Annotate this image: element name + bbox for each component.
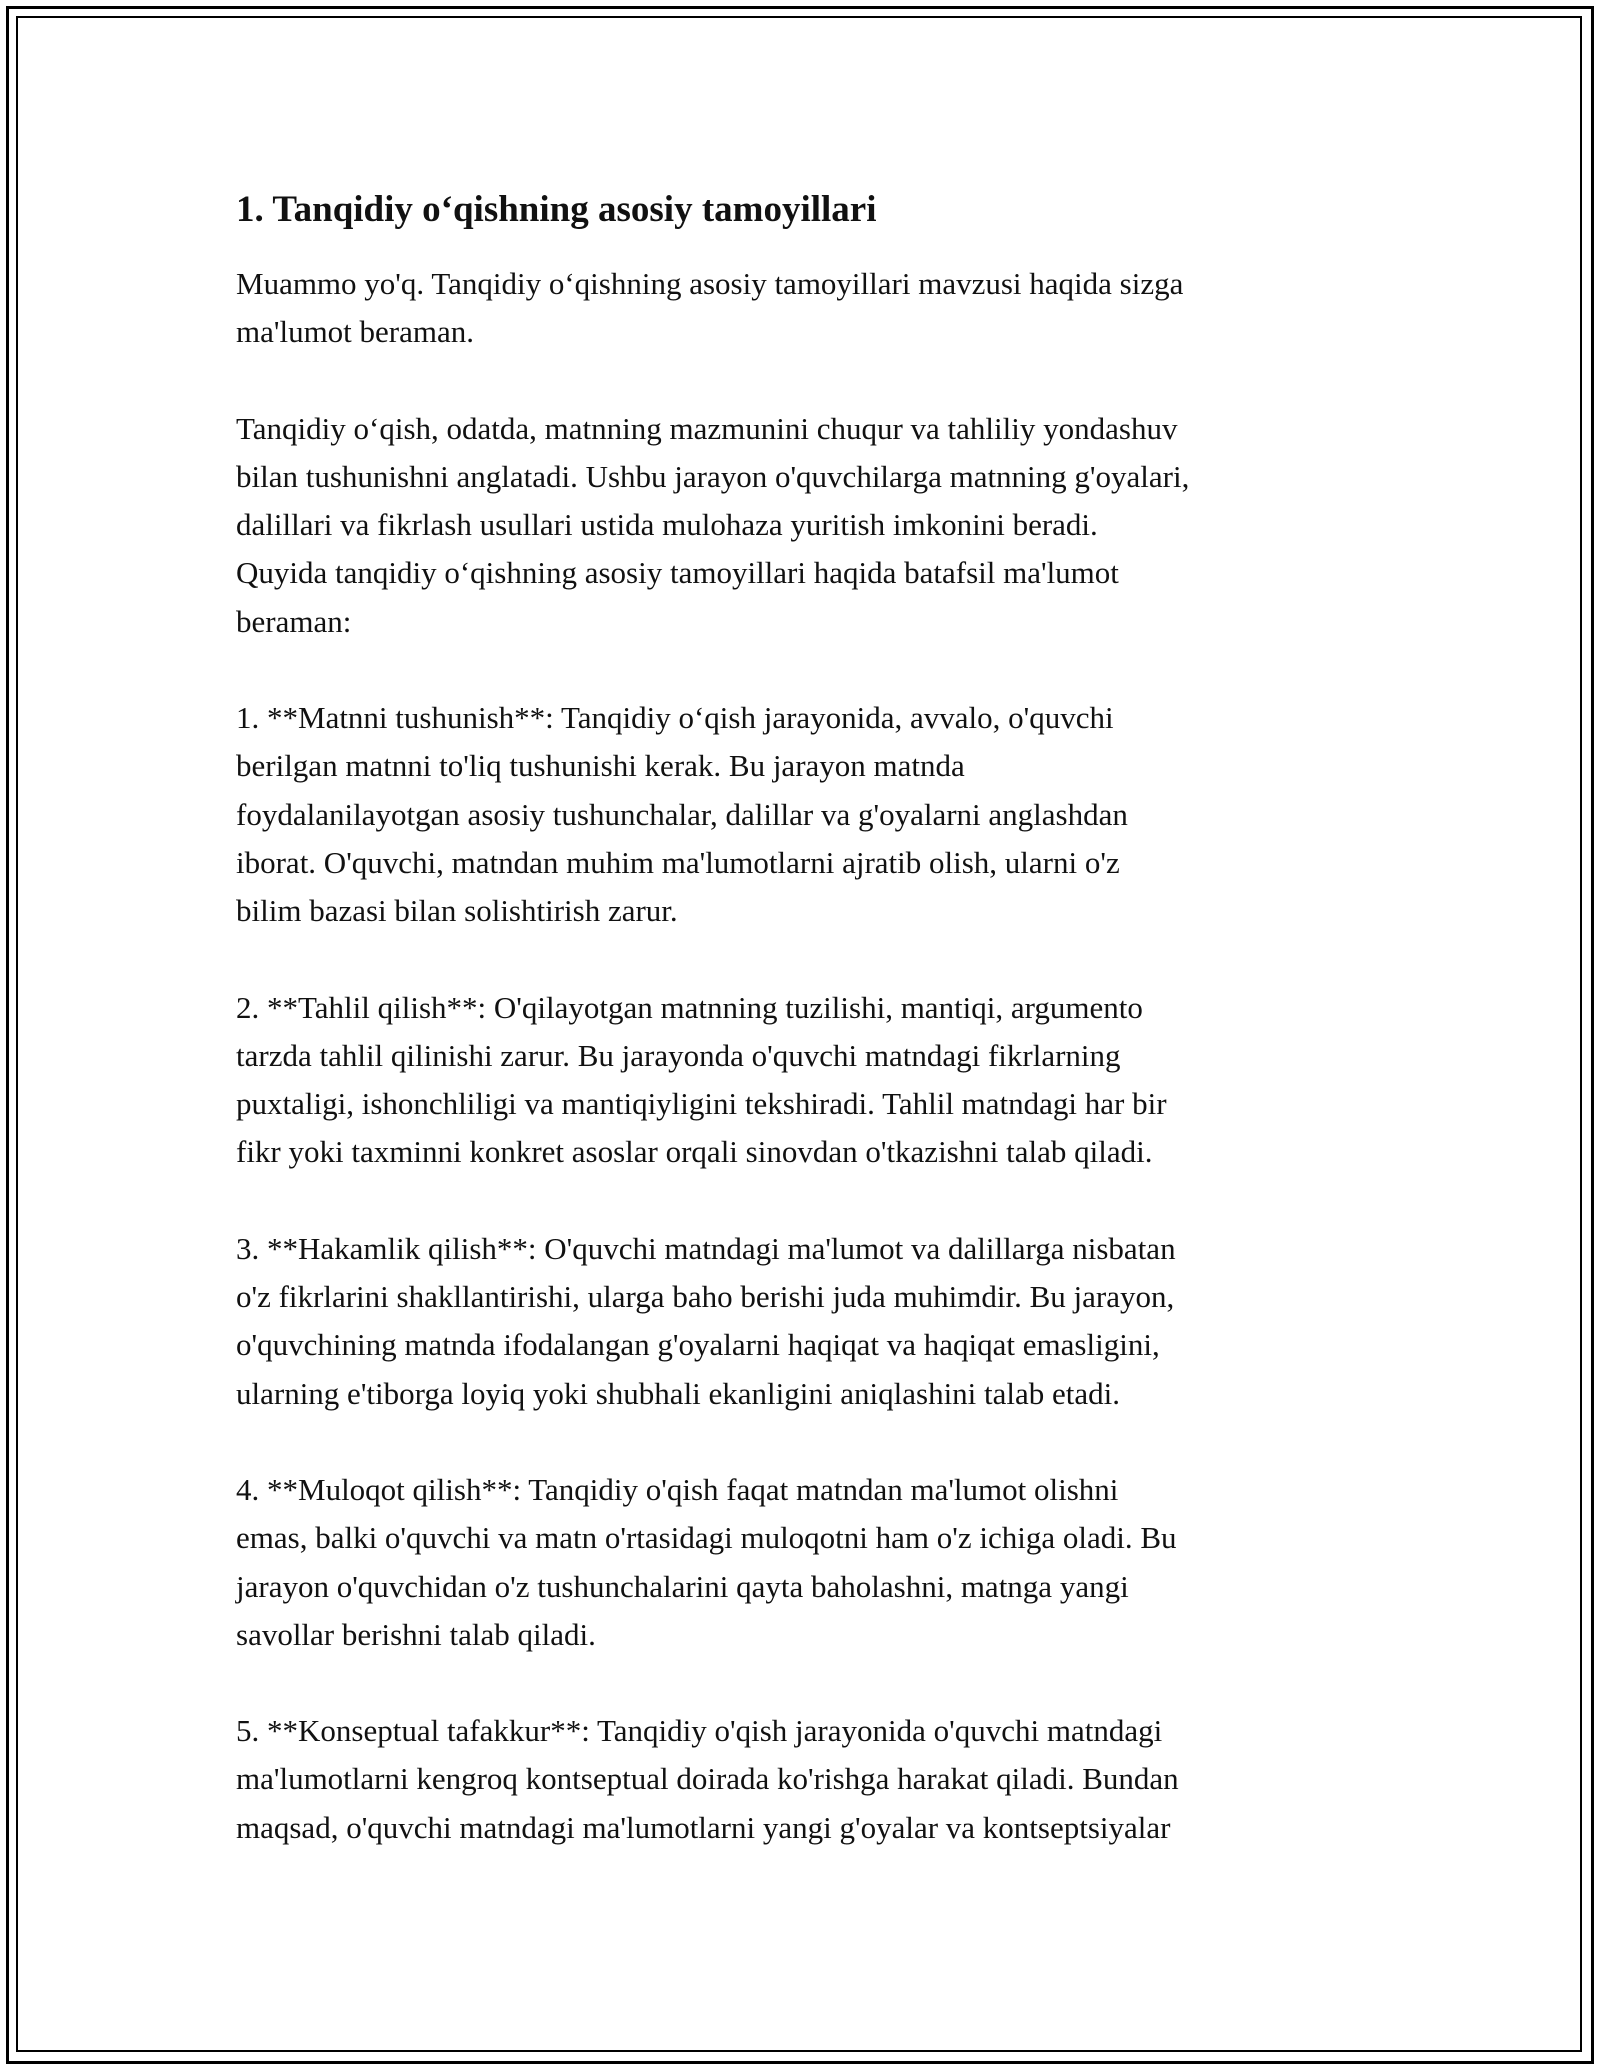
principle-understanding-paragraph: 1. **Matnni tushunish**: Tanqidiy o‘qish jarayonida, avvalo, o'quvchi berilgan matnni to'liq tushunishi kerak. Bu jarayon matnda foydalanilayotgan asosiy tushunchalar, dalillar va g'oyalarni anglashdan iborat. O'quvchi, matndan muhim ma'lumotlarni ajratib olish, ularni o'z bilim bazasi bilan solishtirish zarur. bbox=[236, 700, 1128, 929]
overview-paragraph: Tanqidiy o‘qish, odatda, matnning mazmunini chuqur va tahliliy yondashuv bilan tushunishni anglatadi. Ushbu jarayon o'quvchilarga matnning g'oyalari, dalillari va fikrlash usullari ustida mulohaza yuritish imkonini beradi. Quyida tanqidiy o‘qishning asosiy tamoyillari haqida batafsil ma'lumot beraman: bbox=[236, 410, 1190, 639]
principle-analysis-paragraph: 2. **Tahlil qilish**: O'qilayotgan matnning tuzilishi, mantiqi, argumento tarzda tahlil qilinishi zarur. Bu jarayonda o'quvchi matndagi fikrlarning puxtaligi, ishonchliligi va mantiqiyligini tekshiradi. Tahlil matndagi har bir fikr yoki taxminni konkret asoslar orqali sinovdan o'tkazishni talab qiladi. bbox=[236, 989, 1167, 1170]
intro-paragraph: Muammo yo'q. Tanqidiy o‘qishning asosiy tamoyillari mavzusi haqida sizga ma'lumot beraman. bbox=[236, 266, 1184, 350]
principle-dialogue-paragraph: 4. **Muloqot qilish**: Tanqidiy o'qish faqat matndan ma'lumot olishni emas, balki o'quvchi va matn o'rtasidagi muloqotni ham o'z ichiga oladi. Bu jarayon o'quvchidan o'z tushunchalarini qayta baholashni, matnga yangi savollar berishni talab qiladi. bbox=[236, 1471, 1177, 1652]
document-body bbox=[236, 188, 1376, 1900]
principle-judgment-paragraph: 3. **Hakamlik qilish**: O'quvchi matndagi ma'lumot va dalillarga nisbatan o'z fikrlarini shakllantirishi, ularga baho berishi juda muhimdir. Bu jarayon, o'quvchining matnda ifodalangan g'oyalarni haqiqat va haqiqat emasligini, ularning e'tiborga loyiq yoki shubhali ekanligini aniqlashini talab etadi. bbox=[236, 1230, 1176, 1411]
principle-conceptual-paragraph: 5. **Konseptual tafakkur**: Tanqidiy o'qish jarayonida o'quvchi matndagi ma'lumotlarni kengroq kontseptual doirada ko'rishga harakat qiladi. Bundan maqsad, o'quvchi matndagi ma'lumotlarni yangi g'oyalar va kontseptsiyalar bbox=[236, 1713, 1179, 1845]
section-heading: 1. Tanqidiy o‘qishning asosiy tamoyillari bbox=[236, 189, 877, 230]
